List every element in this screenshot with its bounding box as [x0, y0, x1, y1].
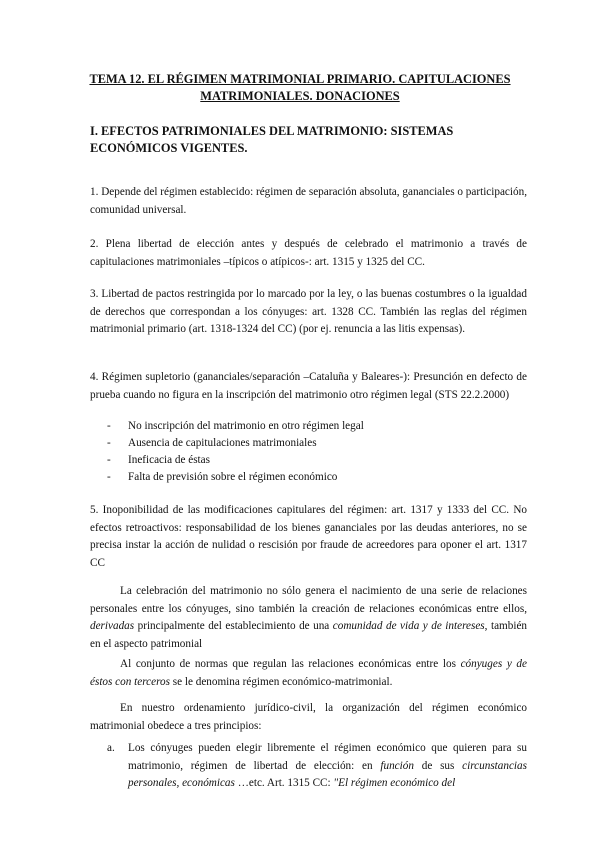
alpha-text-b: de sus — [413, 759, 463, 772]
section-heading: I. EFECTOS PATRIMONIALES DEL MATRIMONIO: SISTEMAS ECONÓMICOS VIGENTES. — [90, 124, 454, 155]
principle-a-label: a. — [107, 742, 115, 754]
alpha-italic-1: función — [380, 759, 414, 772]
body-paragraph-1 — [90, 583, 527, 653]
item-4-list — [107, 418, 527, 486]
title-line-1: TEMA 12. EL RÉGIMEN MATRIMONIAL PRIMARIO. CAPITULACIONES — [89, 72, 511, 86]
body-paragraph-3: En nuestro ordenamiento jurídico-civil, la organización del régimen económico matrimonial obedece a tres principios: — [90, 702, 527, 732]
para2-text-b: se le denomina régimen económico-matrimonial. — [169, 675, 393, 688]
list-item: - Falta de previsión sobre el régimen económico — [107, 469, 527, 486]
principle-a — [107, 740, 527, 793]
principle-a-text — [107, 740, 527, 793]
para1-italic-1: derivadas — [90, 620, 135, 632]
para1-text-a: La celebración del matrimonio no sólo genera el nacimiento de una serie de relaciones personales entre los cónyuges, sino también la creación de relaciones económicas entre ellos, — [90, 585, 527, 615]
para2-italic: cónyuges y de éstos con terceros — [90, 658, 527, 688]
item-5: 5. Inoponibilidad de las modificaciones capitulares del régimen: art. 1317 y 1333 del CC. No efectos retroactivos: responsabilidad de los bienes gananciales por las deudas anteriores, no se precisa instar la acción de nulidad o rescisión por fraude de acreedores para oponer el art. 1317 CC — [90, 504, 527, 569]
alpha-text-a: Los cónyuges pueden elegir libremente el régimen económico que quieren para su matrimonio, régimen de libertad de elección: en — [128, 742, 527, 772]
item-3: 3. Libertad de pactos restringida por lo marcado por la ley, o las buenas costumbres o la igualdad de derechos que correspondan a los cónyuges: art. 1328 CC. También las reglas del régimen matrimonial primario (art. 1318-1324 del CC) (por ej. renuncia a las litis expensas). — [90, 288, 527, 335]
para1-text-c: , también en el aspecto patrimonial — [90, 620, 527, 650]
alpha-italic-3: "El régimen económico del — [333, 777, 456, 789]
para1-text-b: principalmente del establecimiento de una — [134, 620, 333, 632]
item-1: 1. Depende del régimen establecido: régimen de separación absoluta, gananciales o participación, comunidad universal. — [90, 186, 527, 216]
document-title — [60, 71, 540, 105]
list-item: - No inscripción del matrimonio en otro régimen legal — [107, 418, 527, 435]
item-2: 2. Plena libertad de elección antes y después de celebrado el matrimonio a través de capitulaciones matrimoniales –típicos o atípicos-: art. 1315 y 1325 del CC. — [90, 238, 527, 268]
list-item: - Ausencia de capitulaciones matrimoniales — [107, 435, 527, 452]
alpha-italic-2: circunstancias personales, económicas — [128, 759, 527, 789]
body-paragraph-2 — [90, 656, 527, 691]
list-item: - Ineficacia de éstas — [107, 452, 527, 469]
title-line-2: MATRIMONIALES. DONACIONES — [200, 89, 400, 103]
alpha-text-c: …etc. Art. 1315 CC: — [234, 777, 334, 789]
para2-text-a: Al conjunto de normas que regulan las relaciones económicas entre los — [120, 658, 461, 670]
item-4: 4. Régimen supletorio (gananciales/separación –Cataluña y Baleares-): Presunción en defecto de prueba cuando no figura en la inscripción del matrimonio otro régimen legal (STS 22.2.2000) — [90, 371, 527, 401]
para1-italic-2: comunidad de vida y de intereses — [332, 620, 485, 632]
